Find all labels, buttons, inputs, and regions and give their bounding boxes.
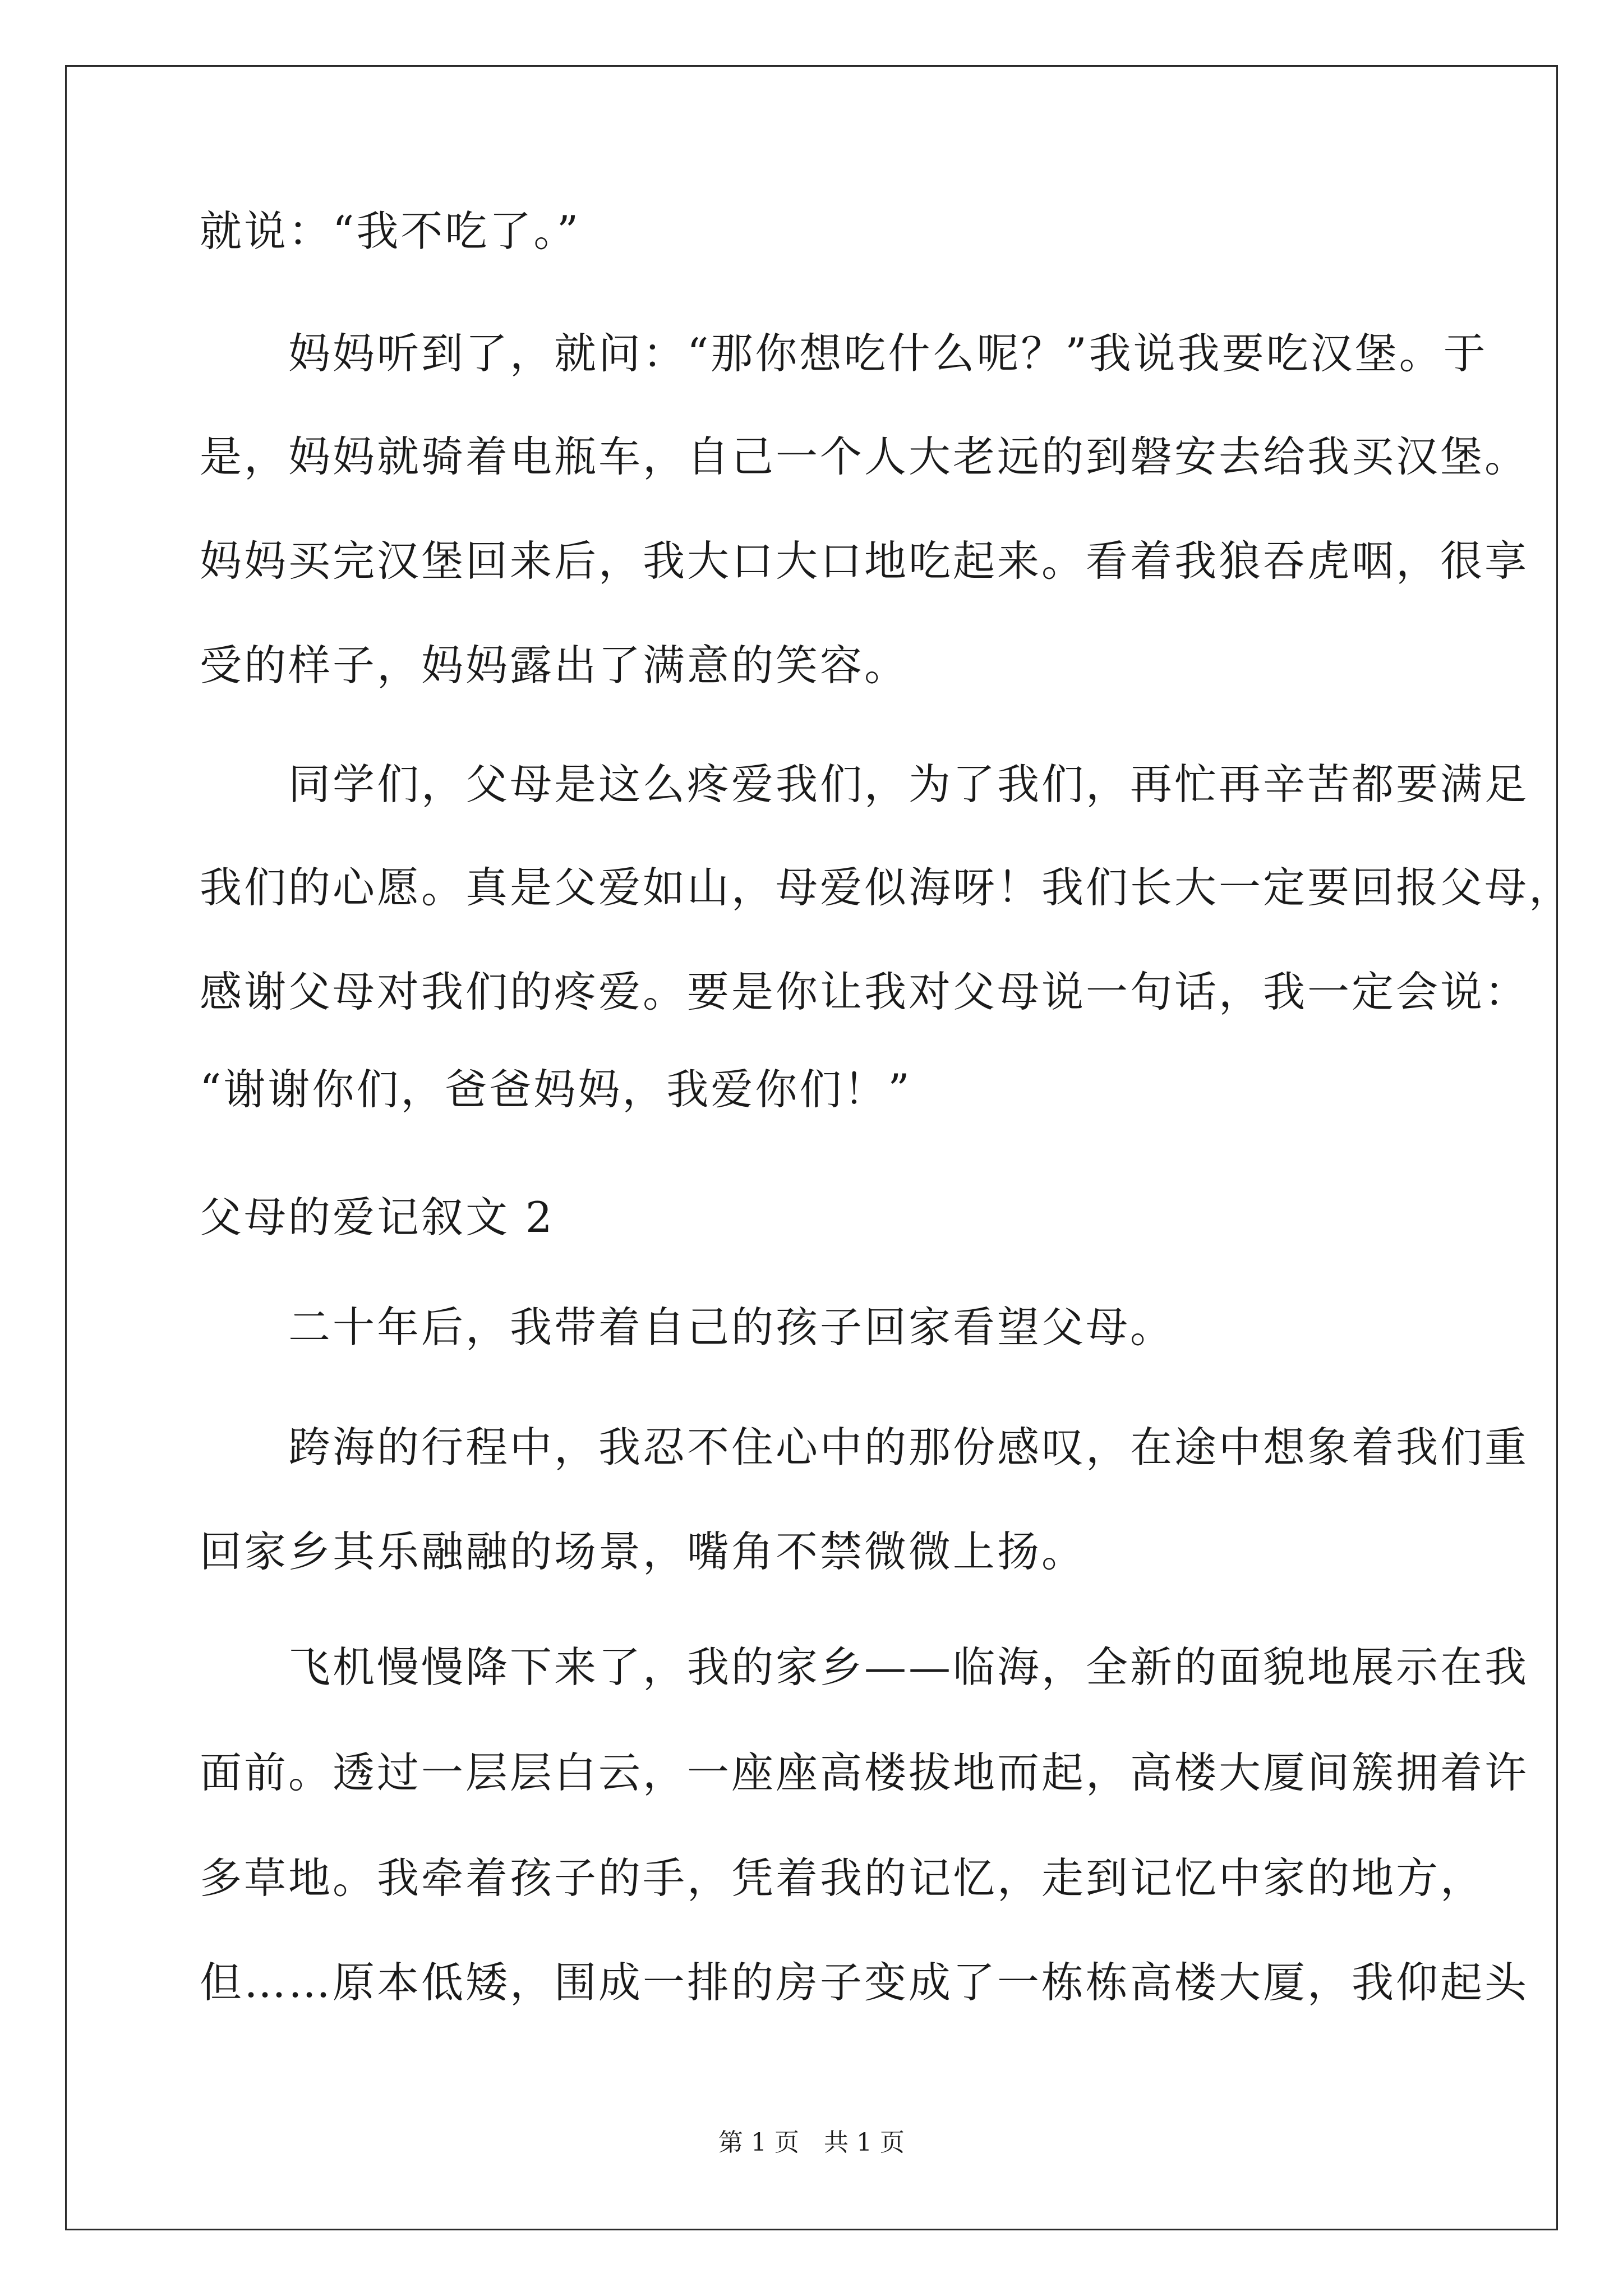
text-line: 二十年后，我带着自己的孩子回家看望父母。	[200, 1303, 1175, 1352]
text-line: 是，妈妈就骑着电瓶车，自己一个人大老远的到磐安去给我买汉堡。	[200, 432, 1529, 481]
text-line: 就说：“我不吃了。”	[200, 206, 581, 256]
text-line: 面前。透过一层层白云，一座座高楼拔地而起，高楼大厦间簇拥着许	[200, 1748, 1529, 1797]
page-footer: 第 1 页 共 1 页	[718, 2128, 905, 2157]
text-line: 同学们，父母是这么疼爱我们，为了我们，再忙再辛苦都要满足	[200, 760, 1529, 809]
text-line: 多草地。我牵着孩子的手，凭着我的记忆，走到记忆中家的地方，	[200, 1853, 1485, 1903]
text-line: 跨海的行程中，我忍不住心中的那份感叹，在途中想象着我们重	[200, 1423, 1529, 1472]
text-line: 飞机慢慢降下来了，我的家乡——临海，全新的面貌地展示在我	[200, 1642, 1529, 1692]
text-line: 回家乡其乐融融的场景，嘴角不禁微微上扬。	[200, 1527, 1086, 1576]
text-line: 感谢父母对我们的疼爱。要是你让我对父母说一句话，我一定会说：	[200, 967, 1529, 1016]
text-line: “谢谢你们，爸爸妈妈，我爱你们！”	[200, 1065, 912, 1114]
text-line: 受的样子，妈妈露出了满意的笑容。	[200, 641, 909, 690]
text-line: 我们的心愿。真是父爱如山，母爱似海呀！我们长大一定要回报父母，	[200, 863, 1574, 912]
text-line: 但……原本低矮，围成一排的房子变成了一栋栋高楼大厦，我仰起头	[200, 1958, 1529, 2007]
text-line: 妈妈听到了，就问：“那你想吃什么呢？”我说我要吃汉堡。于	[200, 329, 1488, 378]
section-heading: 父母的爱记叙文 2	[200, 1193, 555, 1242]
text-line: 妈妈买完汉堡回来后，我大口大口地吃起来。看着我狼吞虎咽，很享	[200, 536, 1529, 586]
